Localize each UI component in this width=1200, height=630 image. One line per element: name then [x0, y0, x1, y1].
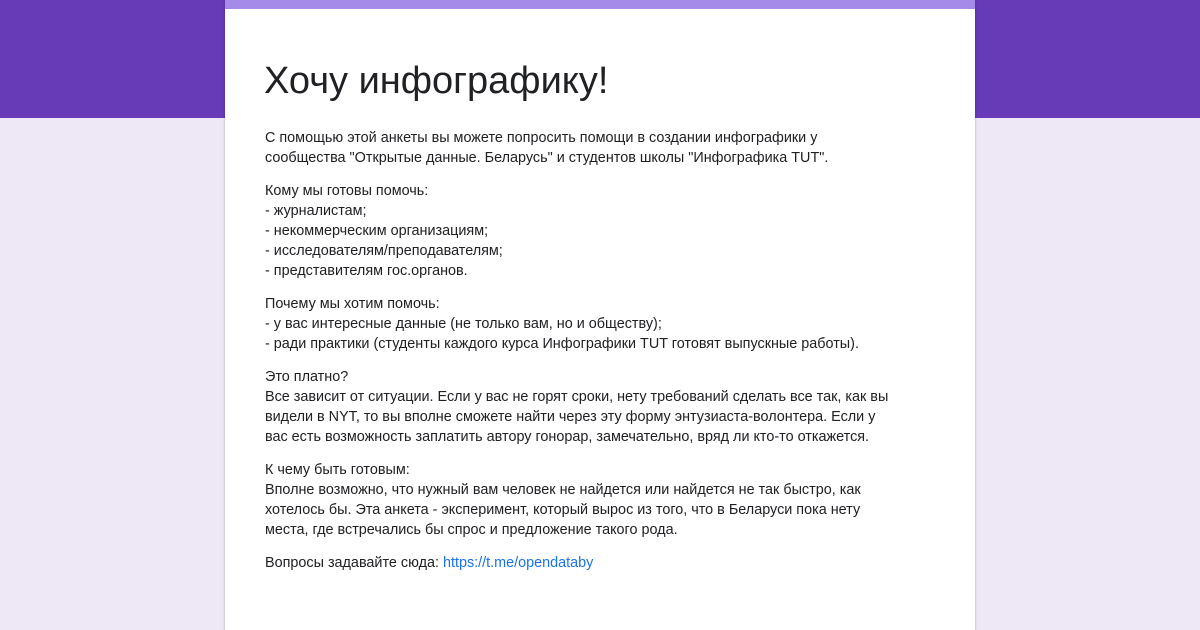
paid-paragraph	[265, 367, 955, 447]
who-paragraph	[265, 181, 955, 281]
ready-line: места, где встречались бы спрос и предложение такого рода.	[265, 522, 678, 538]
ready-line: Вполне возможно, что нужный вам человек не найдется или найдется не так быстро, как	[265, 482, 861, 498]
paid-line: видели в NYT, то вы вполне сможете найти через эту форму энтузиаста-волонтера. Если у	[265, 409, 876, 425]
why-paragraph	[265, 294, 955, 354]
intro-line-2: сообщества "Открытые данные. Беларусь" и студентов школы "Инфографика TUT".	[265, 150, 829, 166]
form-card	[225, 0, 975, 630]
form-title: Хочу инфографику!	[264, 60, 609, 102]
contact-paragraph	[265, 553, 955, 573]
why-item: - у вас интересные данные (не только вам, но и обществу);	[265, 316, 662, 332]
intro-line-1: С помощью этой анкеты вы можете попросить помощи в создании инфографики у	[265, 130, 818, 146]
who-heading: Кому мы готовы помочь:	[265, 183, 429, 199]
why-item: - ради практики (студенты каждого курса Инфографики TUT готовят выпускные работы).	[265, 336, 859, 352]
contact-label: Вопросы задавайте сюда:	[265, 555, 439, 571]
who-item: - журналистам;	[265, 203, 367, 219]
ready-paragraph	[265, 460, 955, 540]
form-description	[265, 128, 955, 586]
ready-line: хотелось бы. Эта анкета - эксперимент, который вырос из того, что в Беларуси пока нету	[265, 502, 861, 518]
paid-line: вас есть возможность заплатить автору гонорар, замечательно, вряд ли кто-то откажется.	[265, 429, 870, 445]
telegram-link[interactable]: https://t.me/opendataby	[442, 555, 594, 571]
paid-heading: Это платно?	[265, 369, 349, 385]
who-item: - исследователям/преподавателям;	[265, 243, 503, 259]
paid-line: Все зависит от ситуации. Если у вас не горят сроки, нету требований сделать все так, как вы	[265, 389, 889, 405]
who-item: - представителям гос.органов.	[265, 263, 468, 279]
who-item: - некоммерческим организациям;	[265, 223, 489, 239]
ready-heading: К чему быть готовым:	[265, 462, 410, 478]
intro-paragraph	[265, 128, 955, 168]
why-heading: Почему мы хотим помочь:	[265, 296, 440, 312]
